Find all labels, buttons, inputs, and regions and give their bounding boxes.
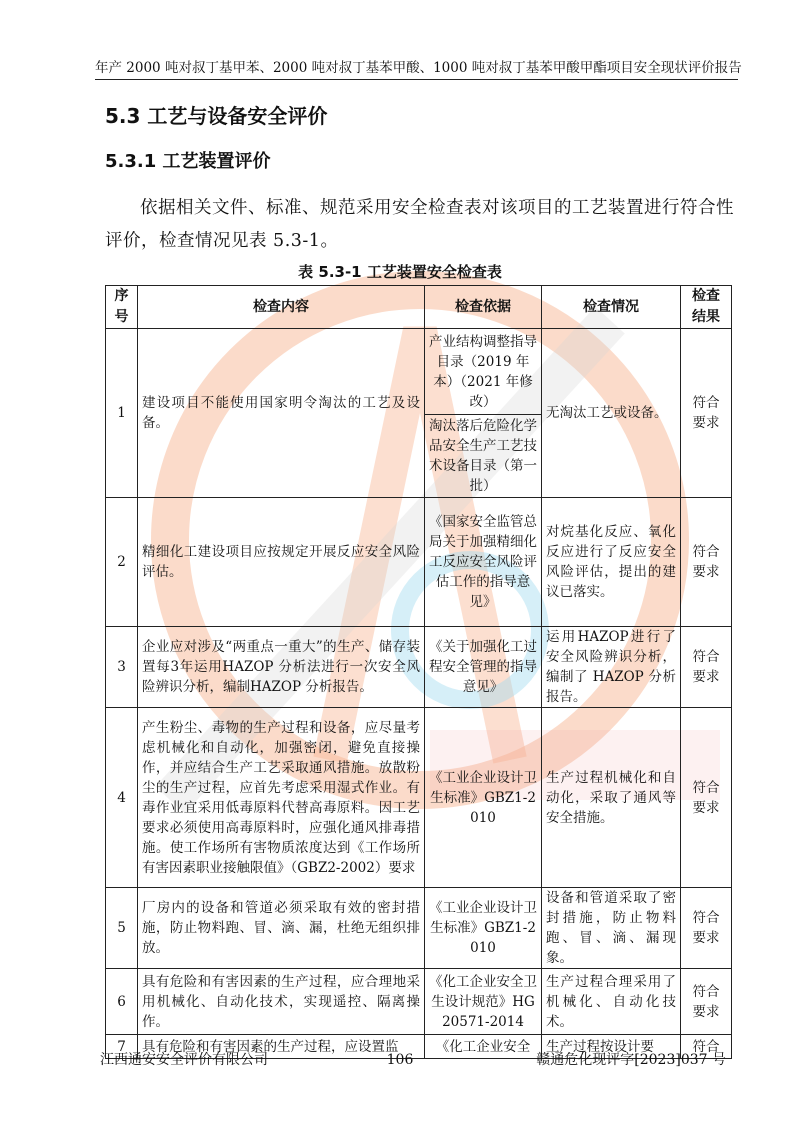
section-title: 5.3 工艺与设备安全评价 xyxy=(105,104,328,128)
row-result: 符合要求 xyxy=(681,969,732,1035)
row-situation: 设备和管道采取了密封措施，防止物料跑、冒、滴、漏现象。 xyxy=(542,888,681,969)
row-no: 1 xyxy=(106,329,138,498)
row-result: 符合要求 xyxy=(681,888,732,969)
row-content: 具有危险和有害因素的生产过程，应合理地采用机械化、自动化技术，实现遥控、隔离操作。 xyxy=(138,969,425,1035)
row-situation: 生产过程合理采用了机械化、自动化技术。 xyxy=(542,969,681,1035)
row-no: 5 xyxy=(106,888,138,969)
row-situation: 对烷基化反应、氧化反应进行了反应安全风险评估，提出的建议已落实。 xyxy=(542,498,681,627)
row-situation: 无淘汰工艺或设备。 xyxy=(542,329,681,498)
process-safety-checklist-table xyxy=(105,285,732,1059)
col-header-situation: 检查情况 xyxy=(542,286,681,329)
row-content: 建设项目不能使用国家明令淘汰的工艺及设备。 xyxy=(138,329,425,498)
subsection-title: 5.3.1 工艺装置评价 xyxy=(105,151,271,172)
header-divider xyxy=(95,79,738,80)
row-content: 精细化工建设项目应按规定开展反应安全风险评估。 xyxy=(138,498,425,627)
row-no: 6 xyxy=(106,969,138,1035)
row-no: 2 xyxy=(106,498,138,627)
table-row xyxy=(106,329,732,415)
row-result: 符合 xyxy=(681,1035,732,1059)
row-basis: 《工业企业设计卫生标准》GBZ1-2010 xyxy=(425,708,542,888)
col-header-no: 序号 xyxy=(106,286,138,329)
row-content: 厂房内的设备和管道必须采取有效的密封措施，防止物料跑、冒、滴、漏，杜绝无组织排放。 xyxy=(138,888,425,969)
row-result: 符合要求 xyxy=(681,708,732,888)
row-situation: 运用HAZOP进行了安全风险辨识分析，编制了 HAZOP 分析报告。 xyxy=(542,627,681,708)
table-caption: 表 5.3-1 工艺装置安全检查表 xyxy=(298,263,502,281)
page-number: 106 xyxy=(386,1052,414,1068)
col-header-basis: 检查依据 xyxy=(425,286,542,329)
footer-doc-number: 赣通危化现评字[2023]037 号 xyxy=(536,1052,726,1068)
row-basis: 《工业企业设计卫生标准》GBZ1-2010 xyxy=(425,888,542,969)
row-content: 具有危险和有害因素的生产过程，应设置监 xyxy=(138,1035,425,1059)
row-no: 4 xyxy=(106,708,138,888)
table-row xyxy=(106,969,732,1035)
row-situation: 生产过程按设计要 xyxy=(542,1035,681,1059)
table-row xyxy=(106,627,732,708)
row-basis: 产业结构调整指导目录（2019 年本）（2021 年修改） xyxy=(425,329,542,415)
row-situation: 生产过程机械化和自动化，采取了通风等安全措施。 xyxy=(542,708,681,888)
col-header-result: 检查结果 xyxy=(681,286,732,329)
row-no: 3 xyxy=(106,627,138,708)
running-header: 年产 2000 吨对叔丁基甲苯、2000 吨对叔丁基苯甲酸、1000 吨对叔丁基苯甲酸甲酯项目安全现状评价报告 xyxy=(95,60,742,76)
table-row xyxy=(106,888,732,969)
row-content: 产生粉尘、毒物的生产过程和设备，应尽量考虑机械化和自动化，加强密闭，避免直接操作，并应结合生产工艺采取通风措施。放散粉尘的生产过程，应首先考虑采用湿式作业。有毒作业宜采用低毒原料代替高毒原料。因工艺要求必须使用高毒原料时，应强化通风排毒措施。使工作场所有害物质浓度达到《工作场所有害因素职业接触限值》（GBZ2-2002）要求 xyxy=(138,708,425,888)
row-basis: 《化工企业安全卫生设计规范》HG20571-2014 xyxy=(425,969,542,1035)
row-basis: 《化工企业安全 xyxy=(425,1035,542,1059)
table-container xyxy=(105,285,733,1055)
row-basis: 《国家安全监管总局关于加强精细化工反应安全风险评估工作的指导意见》 xyxy=(425,498,542,627)
row-no: 7 xyxy=(106,1035,138,1059)
row-result: 符合要求 xyxy=(681,329,732,498)
col-header-content: 检查内容 xyxy=(138,286,425,329)
row-result: 符合要求 xyxy=(681,498,732,627)
footer-company: 江西通安安全评价有限公司 xyxy=(100,1052,268,1068)
intro-paragraph: 依据相关文件、标准、规范采用安全检查表对该项目的工艺装置进行符合性评价，检查情况见表 5.3-1。 xyxy=(105,198,734,251)
row-basis: 《关于加强化工过程安全管理的指导意见》 xyxy=(425,627,542,708)
table-row xyxy=(106,708,732,888)
table-row xyxy=(106,498,732,627)
row-basis-2: 淘汰落后危险化学品安全生产工艺技术设备目录（第一批） xyxy=(425,415,542,498)
row-content: 企业应对涉及“两重点一重大”的生产、储存装置每3年运用HAZOP 分析法进行一次安全风险辨识分析，编制HAZOP 分析报告。 xyxy=(138,627,425,708)
table-header-row xyxy=(106,286,732,329)
row-result: 符合要求 xyxy=(681,627,732,708)
